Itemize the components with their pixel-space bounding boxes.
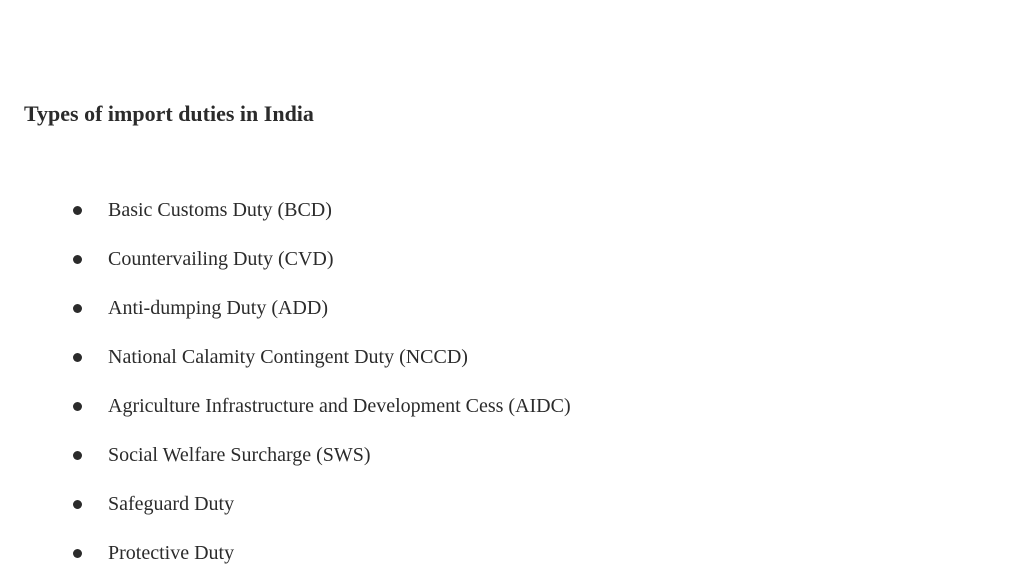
list-item-text: Social Welfare Surcharge (SWS)	[108, 444, 371, 466]
bullet-icon	[73, 304, 82, 313]
list-item-text: Safeguard Duty	[108, 493, 235, 515]
list-item-text: National Calamity Contingent Duty (NCCD)	[108, 346, 468, 368]
bullet-icon	[73, 402, 82, 411]
bullet-icon	[73, 549, 82, 558]
bullet-icon	[73, 353, 82, 362]
list-item-text: Protective Duty	[108, 542, 235, 564]
section-heading: Types of import duties in India	[24, 101, 314, 126]
list-item-text: Anti-dumping Duty (ADD)	[108, 297, 328, 319]
bullet-icon	[73, 206, 82, 215]
bullet-icon	[73, 500, 82, 509]
list-item-text: Countervailing Duty (CVD)	[108, 248, 334, 270]
list-item-text: Basic Customs Duty (BCD)	[108, 199, 332, 221]
bullet-icon	[73, 451, 82, 460]
list-item-text: Agriculture Infrastructure and Development Cess (AIDC)	[108, 395, 571, 417]
bullet-icon	[73, 255, 82, 264]
